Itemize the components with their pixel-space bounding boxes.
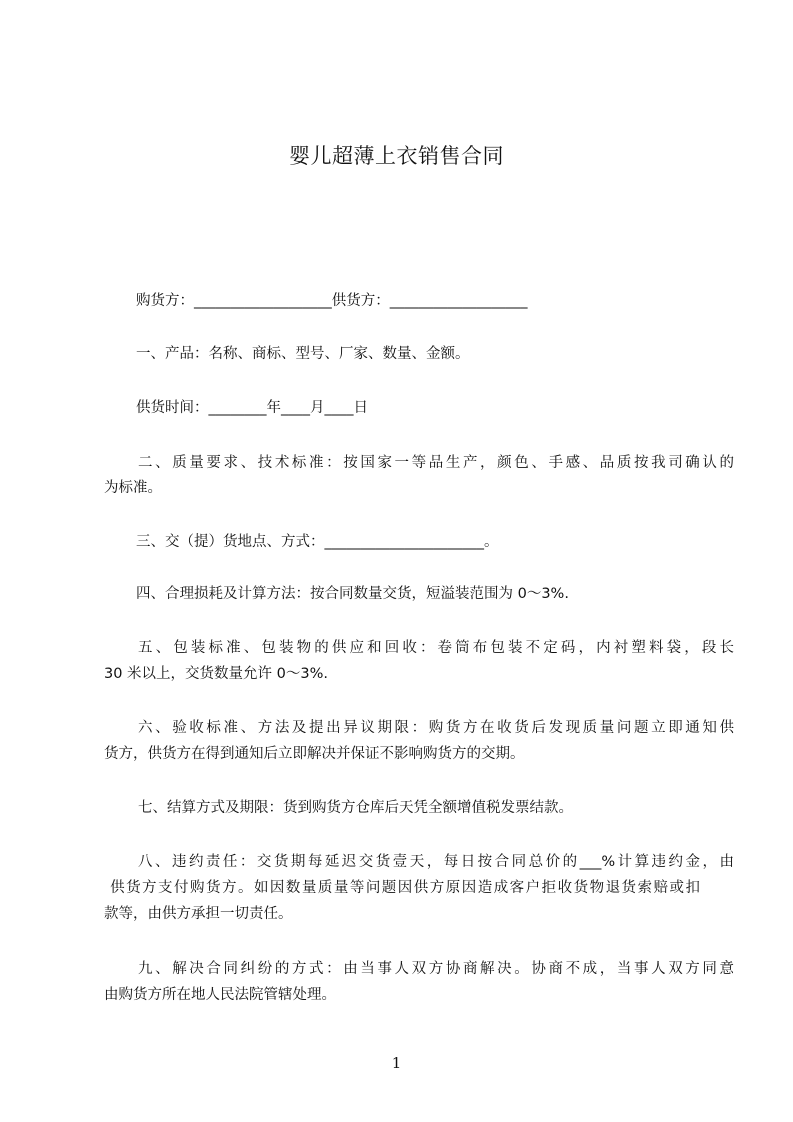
clause-5-line-2: 30 米以上，交货数量允许 0～3%. (104, 666, 329, 682)
clause-8-line-1: 八、违约责任：交货期每延迟交货壹天，每日按合同总价的___%计算违约金，由 (138, 854, 734, 870)
clause-4-line: 四、合理损耗及计算方法：按合同数量交货，短溢装范围为 0～3%. (136, 586, 569, 602)
parties-line: 购货方：___________________供货方：___________________ (136, 293, 528, 309)
clause-7-line: 七、结算方式及期限：货到购货方仓库后天凭全额增值税发票结款。 (138, 800, 573, 816)
clause-2-line-2: 为标准。 (104, 480, 162, 496)
document-title: 婴儿超薄上衣销售合同 (289, 144, 504, 168)
delivery-time-line: 供货时间：________年____月____日 (136, 400, 368, 416)
clause-8-line-2: 供货方支付购货方。如因数量质量等问题因供方原因造成客户拒收货物退货索赔或扣 (104, 880, 700, 896)
page-number: 1 (391, 1054, 402, 1072)
clause-9-line-2: 由购货方所在地人民法院管辖处理。 (104, 987, 336, 1003)
clause-2-line-1: 二、质量要求、技术标准：按国家一等品生产，颜色、手感、品质按我司确认的 (138, 455, 734, 471)
clause-1-line: 一、产品：名称、商标、型号、厂家、数量、金额。 (136, 346, 470, 362)
clause-9-line-1: 九、解决合同纠纷的方式：由当事人双方协商解决。协商不成，当事人双方同意 (138, 961, 734, 977)
clause-3-line: 三、交（提）货地点、方式：______________________。 (136, 534, 499, 550)
clause-6-line-2: 货方，供货方在得到通知后立即解决并保证不影响购货方的交期。 (104, 746, 525, 762)
clause-5-line-1: 五、包装标准、包装物的供应和回收：卷筒布包装不定码，内衬塑料袋，段长 (138, 640, 734, 656)
clause-6-line-1: 六、验收标准、方法及提出异议期限：购货方在收货后发现质量问题立即通知供 (138, 720, 734, 736)
clause-8-line-3: 款等，由供方承担一切责任。 (104, 906, 293, 922)
